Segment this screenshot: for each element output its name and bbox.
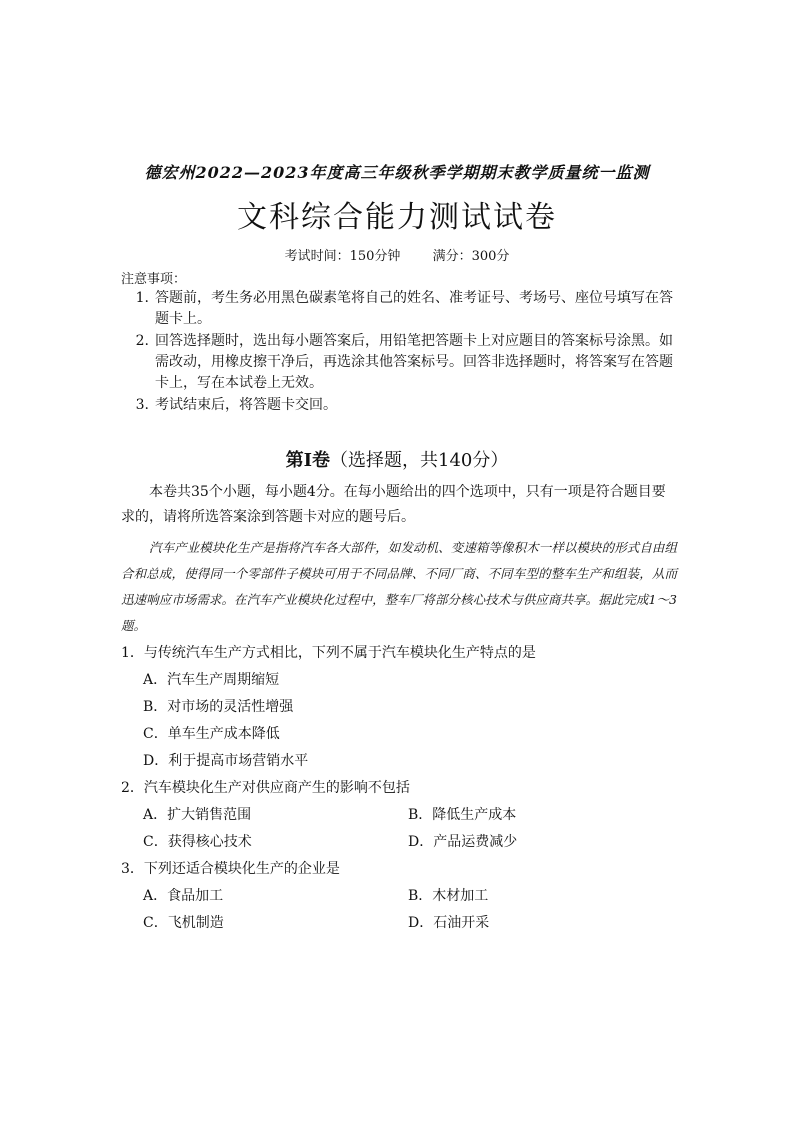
notice-item <box>121 331 681 394</box>
notice-item-text: 答题前，考生务必用黑色碳素笔将自己的姓名、准考证号、考场号、座位号填写在答题卡上。 <box>155 290 673 327</box>
notice-item-number: 1. <box>135 290 149 306</box>
reading-passage: 汽车产业模块化生产是指将汽车各大部件，如发动机、变速箱等像积木一样以模块的形式自由组合和总成，使得同一个零部件子模块可用于不同品牌、不同厂商、不同车型的整车生产和组装，从而迅速响应市场需求。在汽车产业模块化过程中，整车厂将部分核心技术与供应商共享。据此完成1～3题。 <box>121 540 677 633</box>
question-list <box>121 640 677 937</box>
option-c: C．飞机制造 <box>143 915 224 931</box>
exam-score: 满分：300分 <box>432 249 510 264</box>
question-stem: 2．汽车模块化生产对供应商产生的影响不包括 <box>121 780 410 796</box>
question-1 <box>121 640 677 775</box>
exam-title: 文科综合能力测试试卷 <box>237 200 557 235</box>
option-b: B．木材加工 <box>408 888 489 904</box>
option-grid <box>121 802 677 856</box>
option-d: D．产品运费减少 <box>408 834 518 850</box>
section-title <box>0 446 794 472</box>
notice-list <box>121 288 681 417</box>
question-3 <box>121 856 677 937</box>
option-b: B．降低生产成本 <box>408 807 517 823</box>
option-c: C．单车生产成本降低 <box>143 726 280 742</box>
notice-title: 注意事项： <box>121 272 187 287</box>
question-2 <box>121 775 677 856</box>
option-a: A．汽车生产周期缩短 <box>143 672 280 688</box>
section-intro: 本卷共35个小题，每小题4分。在每小题给出的四个选项中，只有一项是符合题目要求的，请将所选答案涂到答题卡对应的题号后。 <box>121 484 666 525</box>
section-subtitle: （选择题，共140分） <box>330 450 509 471</box>
option-b: B．对市场的灵活性增强 <box>143 699 294 715</box>
notice-item-number: 2. <box>135 333 149 349</box>
section-name: 第I卷 <box>285 450 331 471</box>
option-d: D．石油开采 <box>408 915 490 931</box>
notice-item <box>121 288 681 330</box>
exam-meta <box>0 245 794 264</box>
question-stem: 3．下列还适合模块化生产的企业是 <box>121 861 340 877</box>
option-a: A．扩大销售范围 <box>143 807 252 823</box>
notice-item <box>121 395 681 416</box>
option-grid <box>121 883 677 937</box>
question-stem: 1．与传统汽车生产方式相比，下列不属于汽车模块化生产特点的是 <box>121 645 536 661</box>
exam-subtitle: 德宏州2022—2023年度高三年级秋季学期期末教学质量统一监测 <box>144 163 650 182</box>
option-a: A．食品加工 <box>143 888 224 904</box>
notice-item-text: 考试结束后，将答题卡交回。 <box>155 397 337 413</box>
exam-time: 考试时间：150分钟 <box>284 249 401 264</box>
notice-item-number: 3. <box>135 397 149 413</box>
option-c: C．获得核心技术 <box>143 834 252 850</box>
option-d: D．利于提高市场营销水平 <box>143 753 309 769</box>
notice-item-text: 回答选择题时，选出每小题答案后，用铅笔把答题卡上对应题目的答案标号涂黑。如需改动，用橡皮擦干净后，再选涂其他答案标号。回答非选择题时，将答案写在答题卡上，写在本试卷上无效。 <box>155 333 673 391</box>
